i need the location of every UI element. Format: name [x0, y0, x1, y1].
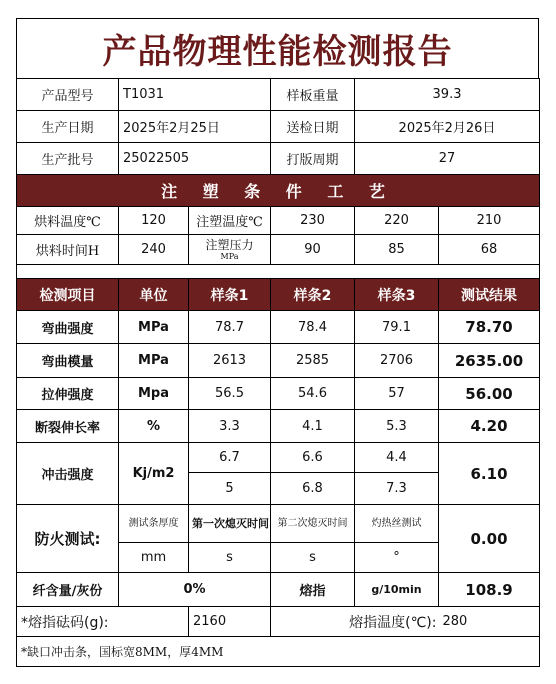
- inj-press-1: 90: [271, 235, 355, 265]
- test-s2: 4.1: [271, 410, 355, 443]
- test-s1: 78.7: [189, 311, 271, 344]
- fiber-value: 0%: [119, 573, 271, 607]
- fire-u1: mm: [119, 543, 189, 573]
- mfi-weight-label: *熔指砝码(g):: [17, 607, 189, 637]
- impact-r2-s3: 7.3: [355, 473, 439, 505]
- fire-u2: s: [189, 543, 271, 573]
- model-label: 产品型号: [17, 79, 119, 111]
- fire-h4: 灼热丝测试: [355, 505, 439, 543]
- fire-u3: s: [271, 543, 355, 573]
- impact-result: 6.10: [439, 443, 540, 505]
- test-s3: 57: [355, 378, 439, 410]
- fire-result: 0.00: [439, 505, 540, 573]
- process-row: [17, 207, 540, 235]
- info-row: [17, 143, 540, 175]
- mfi-weight-value: 2160: [189, 607, 271, 637]
- fire-name: 防火测试:: [17, 505, 119, 573]
- fire-h1: 测试条厚度: [119, 505, 189, 543]
- test-s1: 3.3: [189, 410, 271, 443]
- test-name: 弯曲模量: [17, 344, 119, 378]
- fiber-row: [17, 573, 540, 607]
- batch-label: 生产批号: [17, 143, 119, 175]
- weight-value: 39.3: [355, 79, 540, 111]
- date-value: 2025年2月25日: [119, 111, 271, 143]
- mfi-weight-row: [17, 607, 540, 637]
- bake-temp-label: 烘料温度℃: [17, 207, 119, 235]
- test-s1: 56.5: [189, 378, 271, 410]
- fire-row: [17, 505, 540, 543]
- spacer-cell: [17, 265, 540, 279]
- test-s3: 79.1: [355, 311, 439, 344]
- inj-temp-3: 210: [439, 207, 540, 235]
- header-unit: 单位: [119, 279, 189, 311]
- test-result: 78.70: [439, 311, 540, 344]
- impact-row: [17, 443, 540, 473]
- test-s2: 2585: [271, 344, 355, 378]
- bake-time-label: 烘料时间H: [17, 235, 119, 265]
- inj-press-text: 注塑压力: [205, 237, 254, 252]
- inj-press-3: 68: [439, 235, 540, 265]
- test-name: 断裂伸长率: [17, 410, 119, 443]
- impact-unit: Kj/m2: [119, 443, 189, 505]
- header-sample1: 样条1: [189, 279, 271, 311]
- mfi-unit: g/10min: [355, 573, 439, 607]
- inj-press-2: 85: [355, 235, 439, 265]
- header-sample2: 样条2: [271, 279, 355, 311]
- mfi-temp-value: 280: [439, 607, 540, 637]
- send-label: 送检日期: [271, 111, 355, 143]
- report-title: 产品物理性能检测报告: [16, 18, 539, 78]
- mfi-value: 108.9: [439, 573, 540, 607]
- inj-temp-2: 220: [355, 207, 439, 235]
- inj-temp-label: 注塑温度℃: [189, 207, 271, 235]
- weight-label: 样板重量: [271, 79, 355, 111]
- fire-h3: 第二次熄灭时间: [271, 505, 355, 543]
- impact-name: 冲击强度: [17, 443, 119, 505]
- test-row: [17, 378, 540, 410]
- bake-time-value: 240: [119, 235, 189, 265]
- cycle-value: 27: [355, 143, 540, 175]
- inj-press-unit: MPa: [220, 251, 239, 261]
- test-result: 56.00: [439, 378, 540, 410]
- test-unit: MPa: [119, 311, 189, 344]
- impact-r2-s2: 6.8: [271, 473, 355, 505]
- process-row: [17, 235, 540, 265]
- fire-u4: °: [355, 543, 439, 573]
- bake-temp-value: 120: [119, 207, 189, 235]
- impact-r1-s2: 6.6: [271, 443, 355, 473]
- mfi-label: 熔指: [271, 573, 355, 607]
- inj-press-label: [189, 235, 271, 265]
- test-name: 弯曲强度: [17, 311, 119, 344]
- test-row: [17, 344, 540, 378]
- test-s2: 78.4: [271, 311, 355, 344]
- test-s2: 54.6: [271, 378, 355, 410]
- spacer-row: [17, 265, 540, 279]
- impact-r2-s1: 5: [189, 473, 271, 505]
- batch-value: 25022505: [119, 143, 271, 175]
- test-s3: 2706: [355, 344, 439, 378]
- model-value: T1031: [119, 79, 271, 111]
- impact-r1-s3: 4.4: [355, 443, 439, 473]
- header-result: 测试结果: [439, 279, 540, 311]
- send-value: 2025年2月26日: [355, 111, 540, 143]
- header-item: 检测项目: [17, 279, 119, 311]
- note-row: [17, 637, 540, 667]
- info-row: [17, 79, 540, 111]
- inj-temp-1: 230: [271, 207, 355, 235]
- impact-r1-s1: 6.7: [189, 443, 271, 473]
- date-label: 生产日期: [17, 111, 119, 143]
- test-unit: Mpa: [119, 378, 189, 410]
- cycle-label: 打版周期: [271, 143, 355, 175]
- test-row: [17, 311, 540, 344]
- test-result: 2635.00: [439, 344, 540, 378]
- test-result: 4.20: [439, 410, 540, 443]
- mfi-temp-label: 熔指温度(℃):: [271, 607, 439, 637]
- test-s3: 5.3: [355, 410, 439, 443]
- test-unit: MPa: [119, 344, 189, 378]
- test-s1: 2613: [189, 344, 271, 378]
- header-sample3: 样条3: [355, 279, 439, 311]
- process-heading: 注 塑 条 件 工 艺: [17, 175, 540, 207]
- fire-h2: 第一次熄灭时间: [189, 505, 271, 543]
- note-text: *缺口冲击条，国标宽8MM，厚4MM: [17, 637, 540, 667]
- test-unit: %: [119, 410, 189, 443]
- info-row: [17, 111, 540, 143]
- report-table: [16, 78, 540, 667]
- test-name: 拉伸强度: [17, 378, 119, 410]
- test-header-row: [17, 279, 540, 311]
- fiber-label: 纤含量/灰份: [17, 573, 119, 607]
- test-row: [17, 410, 540, 443]
